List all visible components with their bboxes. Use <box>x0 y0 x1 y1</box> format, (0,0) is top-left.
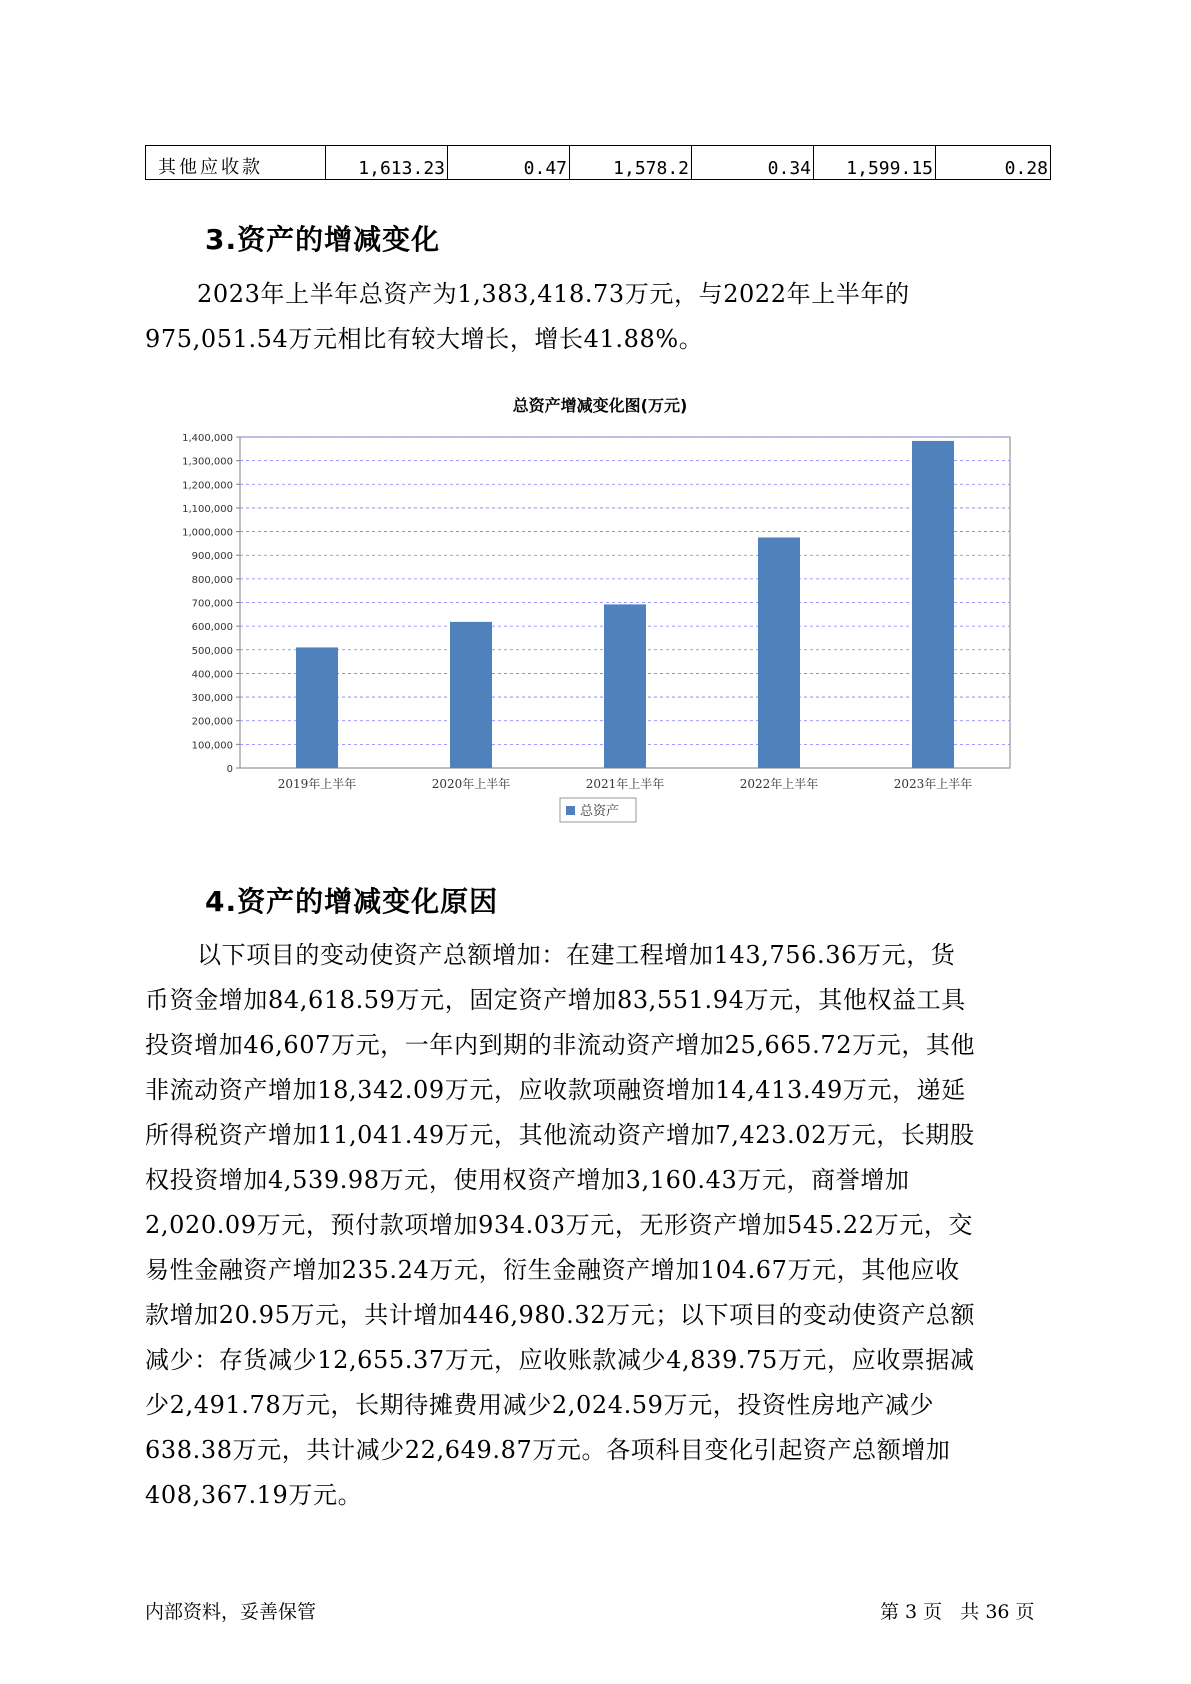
section-4-heading: 4.资产的增减变化原因 <box>205 885 499 918</box>
y-tick-label: 1,200,000 <box>182 480 233 492</box>
y-tick-label: 700,000 <box>191 598 233 610</box>
paragraph-line: 408,367.19万元。 <box>145 1481 363 1509</box>
section-4-paragraph <box>145 933 1055 1518</box>
bar <box>912 441 954 768</box>
footer-confidential-note: 内部资料，妥善保管 <box>145 1601 317 1623</box>
section-3-heading: 3.资产的增减变化 <box>205 223 441 256</box>
table-cell: 0.34 <box>692 146 814 180</box>
chart-title: 总资产增减变化图(万元) <box>512 396 688 415</box>
y-tick-label: 500,000 <box>191 645 233 657</box>
paragraph-line: 币资金增加84,618.59万元，固定资产增加83,551.94万元，其他权益工具 <box>145 986 966 1014</box>
x-tick-label: 2020年上半年 <box>431 777 511 791</box>
footer-page-number: 第 3 页 共 36 页 <box>880 1601 1035 1623</box>
bar <box>758 537 800 768</box>
legend-label: 总资产 <box>580 804 620 819</box>
table-cell: 1,599.15 <box>814 146 936 180</box>
paragraph-line: 非流动资产增加18,342.09万元，应收款项融资增加14,413.49万元，递延 <box>145 1076 966 1104</box>
table-cell: 1,613.23 <box>326 146 448 180</box>
y-tick-label: 0 <box>226 764 233 775</box>
total-assets-bar-chart <box>145 425 1055 845</box>
paragraph-line: 638.38万元，共计减少22,649.87万元。各项科目变化引起资产总额增加 <box>145 1436 951 1464</box>
paragraph-line: 款增加20.95万元，共计增加446,980.32万元；以下项目的变动使资产总额 <box>145 1301 976 1329</box>
x-tick-label: 2019年上半年 <box>277 777 357 791</box>
asset-table <box>145 145 1051 180</box>
bar <box>450 622 492 768</box>
y-tick-label: 1,100,000 <box>182 503 233 515</box>
table-row <box>146 146 1051 180</box>
paragraph-line: 以下项目的变动使资产总额增加：在建工程增加143,756.36万元，货 <box>197 941 956 969</box>
paragraph-line: 投资增加46,607万元，一年内到期的非流动资产增加25,665.72万元，其他 <box>145 1031 976 1059</box>
bar <box>604 604 646 768</box>
paragraph-line: 975,051.54万元相比有较大增长，增长41.88%。 <box>145 325 704 353</box>
x-tick-label: 2023年上半年 <box>893 777 973 791</box>
y-tick-label: 300,000 <box>191 693 233 705</box>
y-tick-label: 1,300,000 <box>182 456 233 468</box>
bar <box>296 647 338 768</box>
section-3-paragraph <box>145 272 1055 362</box>
paragraph-line: 权投资增加4,539.98万元，使用权资产增加3,160.43万元，商誉增加 <box>145 1166 910 1194</box>
paragraph-line: 2023年上半年总资产为1,383,418.73万元，与2022年上半年的 <box>197 280 910 308</box>
paragraph-line: 2,020.09万元，预付款项增加934.03万元，无形资产增加545.22万元，交 <box>145 1211 974 1239</box>
y-tick-label: 600,000 <box>191 622 233 634</box>
y-tick-label: 800,000 <box>191 574 233 586</box>
legend-swatch <box>566 806 575 815</box>
y-tick-label: 900,000 <box>191 551 233 563</box>
x-tick-label: 2021年上半年 <box>585 777 665 791</box>
table-cell: 0.28 <box>936 146 1051 180</box>
y-tick-label: 100,000 <box>191 740 233 752</box>
paragraph-line: 减少：存货减少12,655.37万元，应收账款减少4,839.75万元，应收票据减 <box>145 1346 975 1374</box>
y-tick-label: 400,000 <box>191 669 233 681</box>
table-cell: 0.47 <box>448 146 570 180</box>
table-cell: 1,578.2 <box>570 146 692 180</box>
y-tick-label: 1,400,000 <box>182 433 233 444</box>
row-label: 其他应收款 <box>146 146 326 180</box>
paragraph-line: 所得税资产增加11,041.49万元，其他流动资产增加7,423.02万元，长期股 <box>145 1121 975 1149</box>
x-tick-label: 2022年上半年 <box>739 777 819 791</box>
y-tick-label: 200,000 <box>191 716 233 728</box>
y-tick-label: 1,000,000 <box>182 527 233 539</box>
paragraph-line: 少2,491.78万元，长期待摊费用减少2,024.59万元，投资性房地产减少 <box>145 1391 935 1419</box>
paragraph-line: 易性金融资产增加235.24万元，衍生金融资产增加104.67万元，其他应收 <box>145 1256 960 1284</box>
